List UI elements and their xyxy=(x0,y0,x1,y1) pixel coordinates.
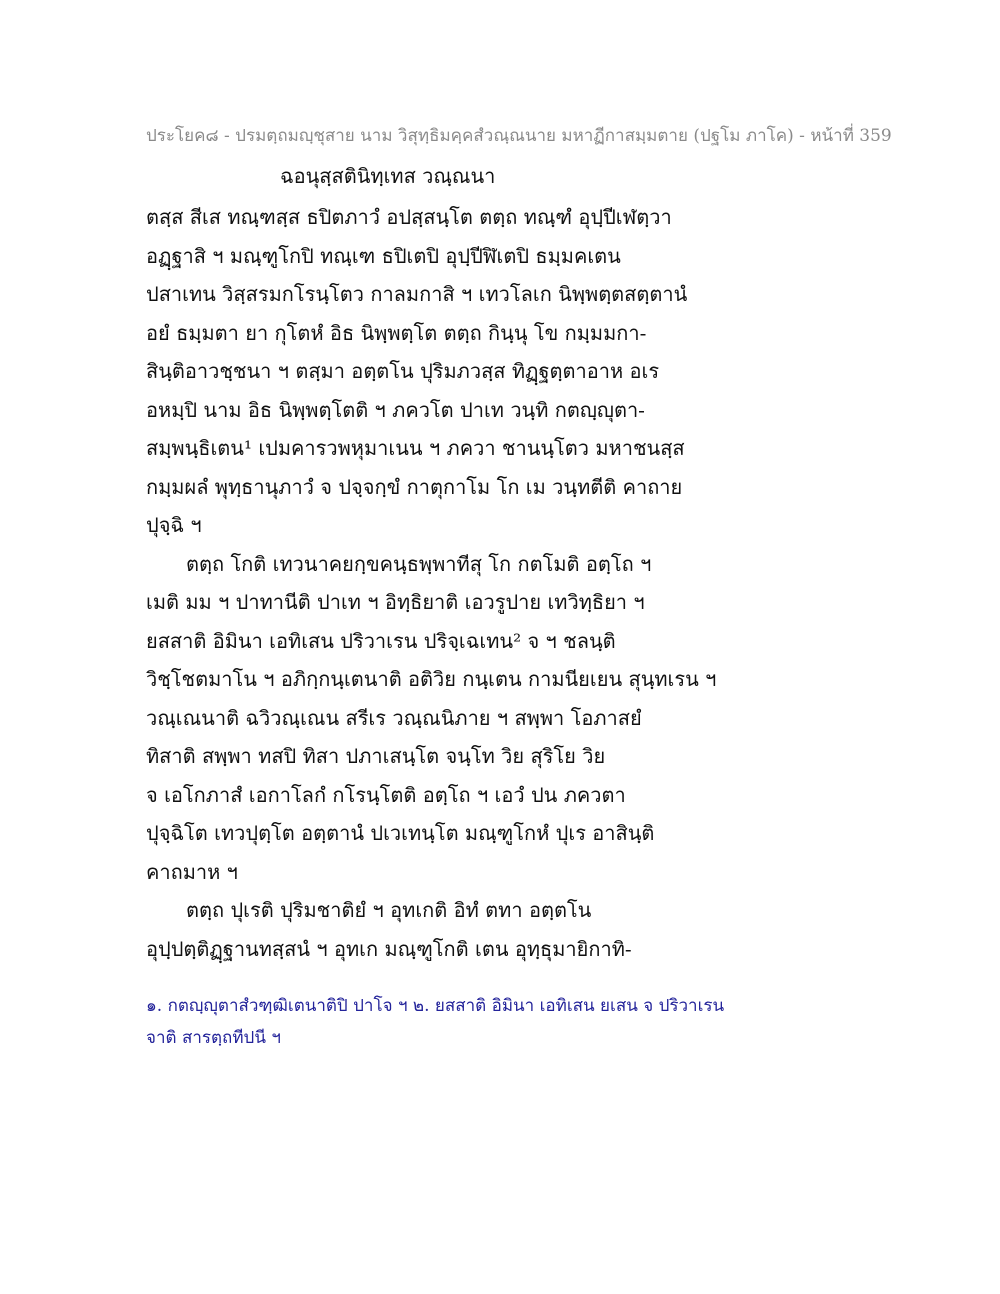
text-line: สินฺติอาวชฺชนา ฯ ตสฺมา อตฺตโน ปุริมภวสฺส ทิฏฺฐตฺตาอาห อเร xyxy=(146,359,660,383)
section-title: ฉอนุสฺสตินิทฺเทส วณฺณนา xyxy=(280,164,496,188)
text-line: คาถมาห ฯ xyxy=(146,859,238,884)
page-header: ประโยค๘ - ปรมตฺถมญฺชุสาย นาม วิสุทฺธิมคฺคสํวณฺณนาย มหาฏีกาสมฺมตาย (ปฐโม ภาโค) - หน้าที่ 359 xyxy=(146,126,892,146)
footnote-line: ๑. กตญฺญุตาสํวฑฺฒิเตนาติปิ ปาโจ ฯ ๒. ยสสาติ อิมินา เอทิเสน ยเสน จ ปริวาเรน xyxy=(146,996,725,1016)
text-line: ปุจฺฉิโต เทวปุตฺโต อตฺตานํ ปเวเทนฺโต มณฺฑูโกหํ ปุเร อาสินฺติ xyxy=(146,821,655,845)
text-line: อฏฺฐาสิ ฯ มณฺฑูโกปิ ทณฺเฑ ธปิเตปิ อุปฺปีฬิเตปิ ธมฺมคเตน xyxy=(146,243,621,268)
text-line: กมฺมผลํ พุทฺธานุภาวํ จ ปจฺจกฺขํ กาตุกาโม โก เม วนฺทตีติ คาถาย xyxy=(146,474,683,499)
footnote-line: จาติ สารตฺถทีปนี ฯ xyxy=(146,1028,281,1048)
text-line: ปสาเทน วิสฺสรมกโรนฺโตว กาลมกาสิ ฯ เทวโลเก นิพฺพตฺตสตฺตานํ xyxy=(146,282,688,306)
text-line: อุปฺปตฺติฏฺฐานทสฺสนํ ฯ อุทเก มณฺฑูโกติ เตน อุทฺธุมายิกาทิ- xyxy=(146,936,632,961)
text-line: ยสสาติ อิมินา เอทิเสน ปริวาเรน ปริจฺเฉเทน² จ ฯ ชลนฺติ xyxy=(146,628,616,653)
paragraph-start-line: ตตฺถ โกติ เทวนาคยกฺขคนฺธพฺพาทีสุ โก กตโมติ อตฺโถ ฯ xyxy=(186,551,652,576)
paragraph-start-line: ตตฺถ ปุเรติ ปุริมชาติยํ ฯ อุทเกติ อิทํ ตทา อตฺตโน xyxy=(186,898,592,922)
text-line: ตสฺส สีเส ทณฺฑสฺส ธปิตภาวํ อปสฺสนฺโต ตตฺถ ทณฺฑํ อุปฺปีเฬตฺวา xyxy=(146,205,672,229)
text-line: ทิสาติ สพฺพา ทสปิ ทิสา ปภาเสนฺโต จนฺโท วิย สุริโย วิย xyxy=(146,744,606,768)
text-line: วิชฺโชตมาโน ฯ อภิกฺกนฺเตนาติ อติวิย กนฺเตน กามนียเยน สุนฺทเรน ฯ xyxy=(146,667,717,691)
text-line: เมติ มม ฯ ปาทานีติ ปาเท ฯ อิทฺธิยาติ เอวรูปาย เทวิทฺธิยา ฯ xyxy=(146,590,645,614)
text-line: สมฺพนฺธิเตน¹ เปมคารวพหุมาเนน ฯ ภควา ชานนฺโตว มหาชนสฺส xyxy=(146,436,685,460)
body-text xyxy=(146,198,717,968)
text-line: อหมฺปิ นาม อิธ นิพฺพตฺโตติ ฯ ภควโต ปาเท วนฺทิ กตญฺญุตา- xyxy=(146,397,645,422)
footnotes xyxy=(146,990,726,1054)
text-line: อยํ ธมฺมตา ยา กุโตหํ อิธ นิพฺพตฺโต ตตฺถ กินฺนุ โข กมฺมมกา- xyxy=(146,320,647,345)
text-line: ปุจฺฉิ ฯ xyxy=(146,513,202,537)
text-line: จ เอโกภาสํ เอกาโลกํ กโรนฺโตติ อตฺโถ ฯ เอวํ ปน ภควตา xyxy=(146,782,626,807)
text-line: วณฺเณนาติ ฉวิวณฺเณน สรีเร วณฺณนิภาย ฯ สพฺพา โอภาสยํ xyxy=(146,705,642,730)
